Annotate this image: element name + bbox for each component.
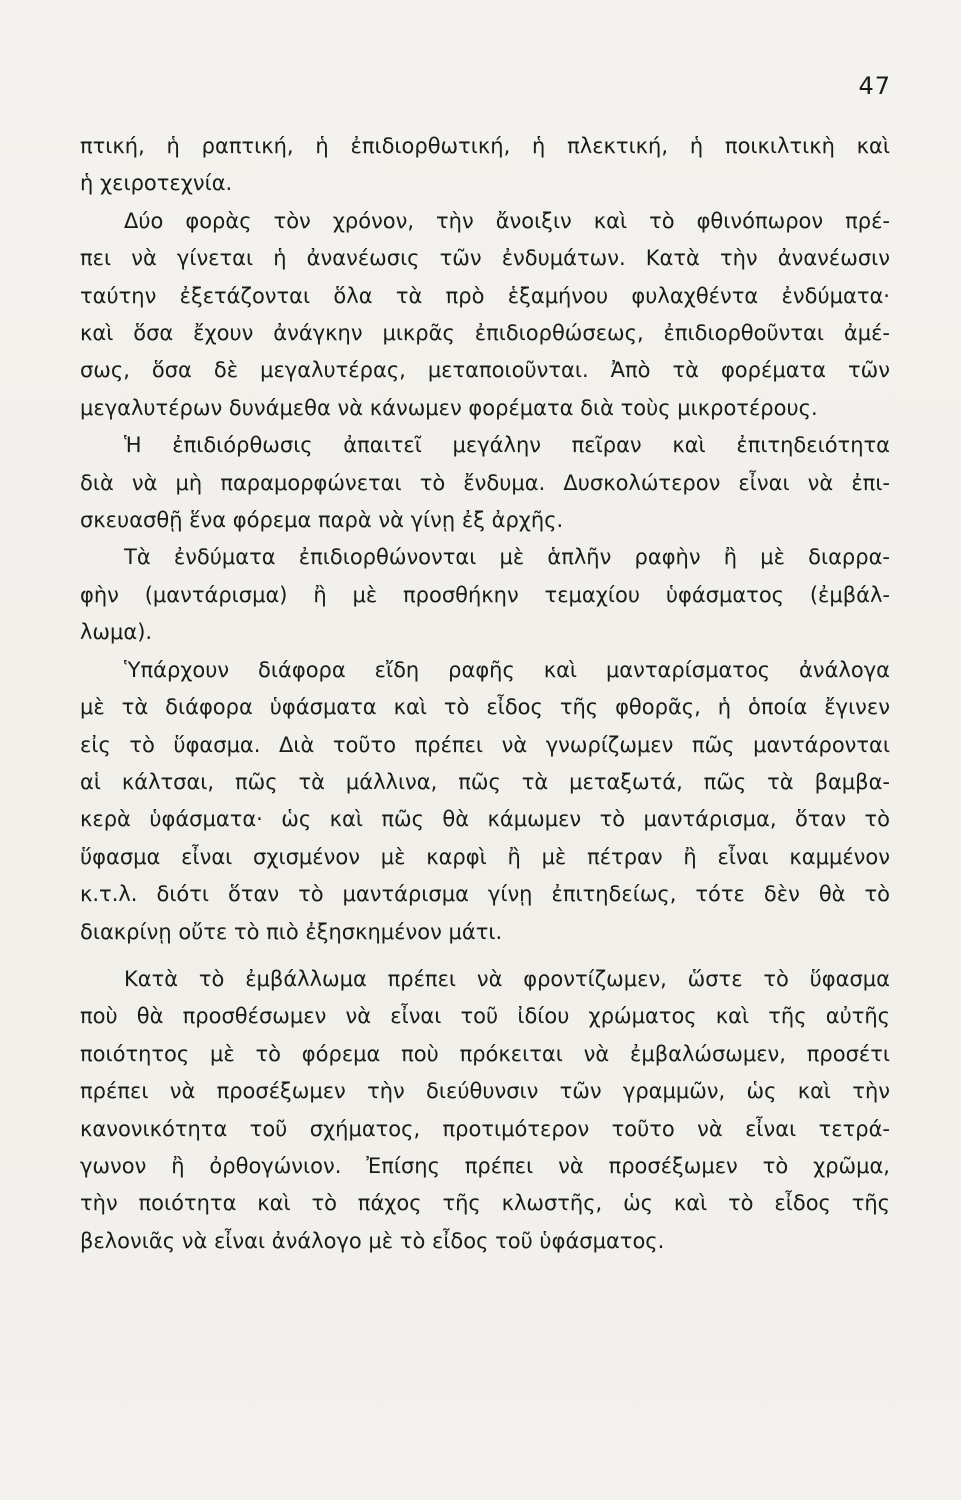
text-line: Τὰ ἐνδύματα ἐπιδιορθώνονται μὲ ἁπλῆν ραφὴν ἢ μὲ διαρρα- <box>124 545 890 570</box>
text-line: ἡ χειροτεχνία. <box>80 171 233 196</box>
text-line: Ἡ ἐπιδιόρθωσις ἀπαιτεῖ μεγάλην πεῖραν καὶ ἐπιτηδειότητα <box>124 433 890 458</box>
text-line: σκευασθῇ ἕνα φόρεμα παρὰ νὰ γίνῃ ἐξ ἀρχῆς. <box>80 508 564 533</box>
text-line: Ὑπάρχουν διάφορα εἴδη ραφῆς καὶ μανταρίσματος ἀνάλογα <box>124 657 890 682</box>
text-line: κανονικότητα τοῦ σχήματος, προτιμότερον τοῦτο νὰ εἶναι τετρά- <box>80 1116 890 1141</box>
text-line: ὕφασμα εἶναι σχισμένον μὲ καρφὶ ἢ μὲ πέτραν ἢ εἶναι καμμένον <box>80 844 890 869</box>
text-line: λωμα). <box>80 620 153 645</box>
text-line: γωνον ἢ ὀρθογώνιον. Ἐπίσης πρέπει νὰ προσέξωμεν τὸ χρῶμα, <box>80 1153 890 1178</box>
page-number: 47 <box>858 72 891 100</box>
text-line: διὰ νὰ μὴ παραμορφώνεται τὸ ἔνδυμα. Δυσκολώτερον εἶναι νὰ ἐπι- <box>80 470 890 495</box>
text-line: φὴν (μαντάρισμα) ἢ μὲ προσθήκην τεμαχίου ὑφάσματος (ἐμβάλ- <box>80 582 890 607</box>
text-line: πει νὰ γίνεται ἡ ἀνανέωσις τῶν ἐνδυμάτων. Κατὰ τὴν ἀνανέωσιν <box>80 246 890 271</box>
text-line: μεγαλυτέρων δυνάμεθα νὰ κάνωμεν φορέματα διὰ τοὺς μικροτέρους. <box>80 395 818 420</box>
text-line: πτική, ἡ ραπτική, ἡ ἐπιδιορθωτική, ἡ πλεκτική, ἡ ποικιλτικὴ καὶ <box>80 134 890 158</box>
body-text <box>80 128 890 1260</box>
text-line: ποὺ θὰ προσθέσωμεν νὰ εἶναι τοῦ ἰδίου χρώματος καὶ τῆς αὐτῆς <box>80 1004 890 1029</box>
text-line: κερὰ ὑφάσματα· ὡς καὶ πῶς θὰ κάμωμεν τὸ μαντάρισμα, ὅταν τὸ <box>80 807 890 832</box>
text-line: καὶ ὅσα ἔχουν ἀνάγκην μικρᾶς ἐπιδιορθώσεως, ἐπιδιορθοῦνται ἀμέ- <box>80 321 890 346</box>
text-line: Δύο φορὰς τὸν χρόνον, τὴν ἄνοιξιν καὶ τὸ φθινόπωρον πρέ- <box>124 208 890 233</box>
text-line: μὲ τὰ διάφορα ὑφάσματα καὶ τὸ εἶδος τῆς φθορᾶς, ἡ ὁποία ἔγινεν <box>80 695 890 720</box>
text-line: σως, ὅσα δὲ μεγαλυτέρας, μεταποιοῦνται. Ἀπὸ τὰ φορέματα τῶν <box>80 358 890 383</box>
text-line: πρέπει νὰ προσέξωμεν τὴν διεύθυνσιν τῶν γραμμῶν, ὡς καὶ τὴν <box>80 1079 890 1104</box>
text-line: βελονιᾶς νὰ εἶναι ἀνάλογο μὲ τὸ εἶδος τοῦ ὑφάσματος. <box>80 1228 665 1253</box>
text-line: αἱ κάλτσαι, πῶς τὰ μάλλινα, πῶς τὰ μεταξωτά, πῶς τὰ βαμβα- <box>80 769 890 794</box>
text-line: εἰς τὸ ὕφασμα. Διὰ τοῦτο πρέπει νὰ γνωρίζωμεν πῶς μαντάρονται <box>80 732 890 757</box>
text-line: Κατὰ τὸ ἐμβάλλωμα πρέπει νὰ φροντίζωμεν, ὥστε τὸ ὕφασμα <box>124 966 890 991</box>
text-line: ποιότητος μὲ τὸ φόρεμα ποὺ πρόκειται νὰ ἐμβαλώσωμεν, προσέτι <box>80 1041 890 1066</box>
text-line: ταύτην ἐξετάζονται ὅλα τὰ πρὸ ἑξαμήνου φυλαχθέντα ἐνδύματα· <box>80 283 890 308</box>
paragraph-gap <box>80 951 890 961</box>
text-line: διακρίνῃ οὔτε τὸ πιὸ ἐξησκημένον μάτι. <box>80 919 503 944</box>
text-line: κ.τ.λ. διότι ὅταν τὸ μαντάρισμα γίνῃ ἐπιτηδείως, τότε δὲν θὰ τὸ <box>80 882 890 907</box>
text-line: τὴν ποιότητα καὶ τὸ πάχος τῆς κλωστῆς, ὡς καὶ τὸ εἶδος τῆς <box>80 1191 890 1216</box>
